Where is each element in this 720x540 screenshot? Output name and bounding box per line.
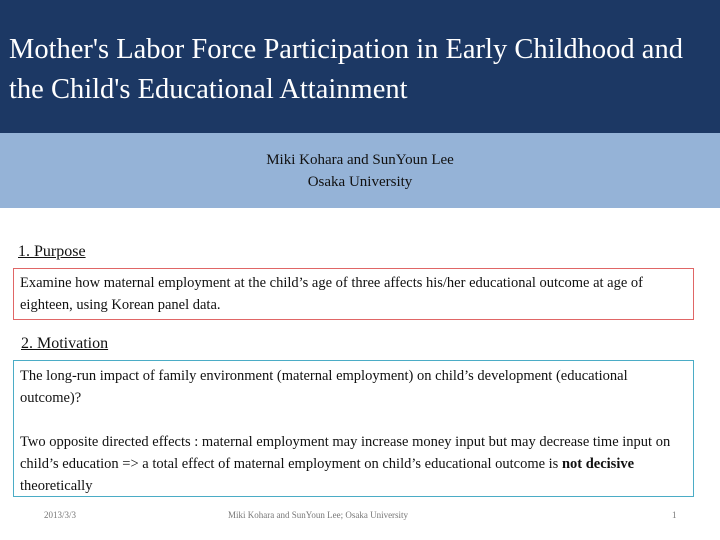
motivation-paragraph-1: The long-run impact of family environment (maternal employment) on child’s development (educational outcome)? — [20, 368, 628, 406]
author-block — [0, 149, 720, 193]
footer-date: 2013/3/3 — [44, 510, 77, 520]
author-band — [0, 133, 720, 208]
purpose-heading: 1. Purpose — [18, 243, 86, 260]
motivation-text-after: theoretically — [20, 478, 93, 494]
footer-center: Miki Kohara and SunYoun Lee; Osaka University — [228, 510, 409, 520]
purpose-text: Examine how maternal employment at the child’s age of three affects his/her educational outcome at age of eighteen, using Korean panel data. — [20, 275, 643, 313]
motivation-box — [13, 360, 694, 497]
slide-title: Mother's Labor Force Participation in Early Childhood and the Child's Educational Attainment — [9, 34, 683, 105]
affiliation: Osaka University — [307, 174, 413, 190]
motivation-paragraph-2 — [20, 431, 687, 497]
motivation-emphasis: not decisive — [561, 456, 635, 472]
footer-page-number: 1 — [672, 510, 677, 520]
motivation-heading: 2. Motivation — [21, 335, 109, 352]
authors: Miki Kohara and SunYoun Lee — [266, 152, 454, 168]
title-band — [0, 0, 720, 133]
motivation-text-before: Two opposite directed effects : maternal employment may increase money input but may decrease time input on child’s education => a total effect of maternal employment on child’s educational outcome is — [20, 434, 671, 472]
purpose-box — [13, 268, 694, 320]
